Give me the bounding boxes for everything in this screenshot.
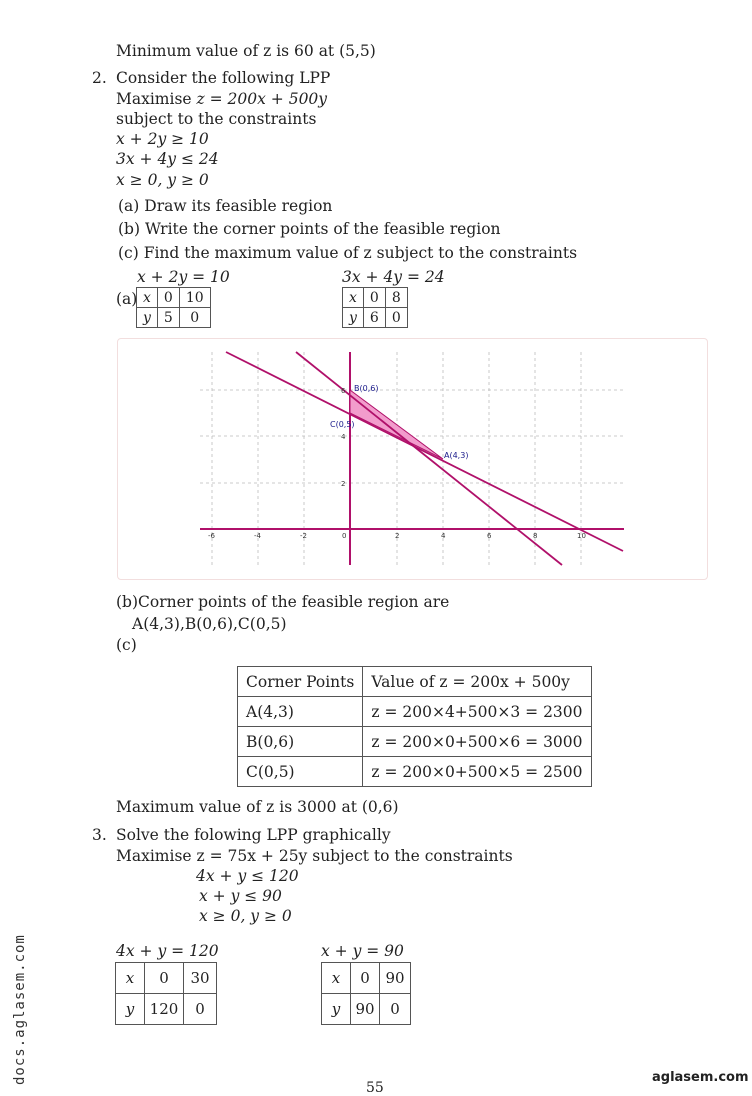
- table-cell: x: [116, 963, 145, 994]
- q3-table1-title: 4x + y = 120: [116, 942, 219, 960]
- table-header-cell: Value of z = 200x + 500y: [363, 667, 591, 697]
- table-header-row: [238, 667, 592, 697]
- table-cell: y: [343, 308, 364, 328]
- table-cell: x: [137, 288, 158, 308]
- table-cell: 8: [385, 288, 407, 308]
- table-cell: z = 200×0+500×6 = 3000: [363, 727, 591, 757]
- page-number: 55: [366, 1080, 384, 1096]
- table-cell: y: [137, 308, 158, 328]
- table-cell: 0: [179, 308, 210, 328]
- q2-conclusion: Maximum value of z is 3000 at (0,6): [116, 798, 399, 816]
- table-cell: 90: [380, 963, 411, 994]
- q2-number: 2.: [92, 69, 107, 87]
- table-cell: 5: [157, 308, 179, 328]
- table-header-cell: Corner Points: [238, 667, 363, 697]
- q3-constraint: x + y ≤ 90: [199, 887, 282, 905]
- q2-subject-line: subject to the constraints: [116, 110, 317, 128]
- q3-table2-title: x + y = 90: [321, 942, 404, 960]
- part-a-label: (a): [116, 290, 138, 308]
- feasible-region: [350, 390, 443, 459]
- table-cell: 10: [179, 288, 210, 308]
- table-cell: x: [343, 288, 364, 308]
- q3-table1: [115, 962, 217, 1025]
- corner-points-table: [237, 666, 592, 787]
- table-cell: A(4,3): [238, 697, 363, 727]
- x-tick-label: -4: [254, 532, 261, 540]
- table-cell: 0: [385, 308, 407, 328]
- q2-constraint: x + 2y ≥ 10: [116, 130, 209, 148]
- table-cell: 120: [145, 994, 184, 1025]
- point-label-b: B(0,6): [354, 384, 379, 393]
- q2-heading: Consider the following LPP: [116, 69, 331, 87]
- q3-constraint: 4x + y ≤ 120: [196, 867, 299, 885]
- table-cell: 0: [184, 994, 217, 1025]
- q2-constraint: 3x + 4y ≤ 24: [116, 150, 219, 168]
- q2-part: (c) Find the maximum value of z subject to the constraints: [118, 244, 578, 262]
- table-cell: z = 200×0+500×5 = 2500: [363, 757, 591, 787]
- q2-constraint: x ≥ 0, y ≥ 0: [116, 171, 209, 189]
- table-row: [238, 697, 592, 727]
- point-label-c: C(0,5): [330, 420, 355, 429]
- part-b-heading: (b)Corner points of the feasible region are: [116, 593, 450, 611]
- table-row: [238, 727, 592, 757]
- table-cell: 0: [157, 288, 179, 308]
- table-cell: y: [116, 994, 145, 1025]
- table-row: [116, 963, 217, 994]
- table-cell: 0: [145, 963, 184, 994]
- table-cell: 0: [363, 288, 385, 308]
- q2-table2-title: 3x + 4y = 24: [342, 268, 445, 286]
- brand-logo-text: aglasem.com: [652, 1070, 749, 1085]
- objective-function: z = 200x + 500y: [196, 90, 328, 108]
- line-x-plus-2y-10: [226, 352, 623, 551]
- line-3x-plus-4y-24: [296, 352, 562, 565]
- table-cell: x: [322, 963, 351, 994]
- table-cell: 6: [363, 308, 385, 328]
- table-row: [137, 288, 211, 308]
- maximise-label: Maximise: [116, 90, 192, 108]
- intro-line: Minimum value of z is 60 at (5,5): [116, 42, 376, 60]
- part-c-label: (c): [116, 636, 137, 654]
- table-row: [322, 963, 411, 994]
- table-cell: C(0,5): [238, 757, 363, 787]
- x-tick-label: -6: [208, 532, 215, 540]
- table-cell: B(0,6): [238, 727, 363, 757]
- y-tick-label: 6: [341, 387, 346, 395]
- x-tick-label: 10: [577, 532, 586, 540]
- table-cell: 0: [380, 994, 411, 1025]
- q3-heading: Solve the folowing LPP graphically: [116, 826, 391, 844]
- q2-part: (b) Write the corner points of the feasible region: [118, 220, 501, 238]
- x-tick-label: 8: [533, 532, 538, 540]
- table-cell: 30: [184, 963, 217, 994]
- table-cell: y: [322, 994, 351, 1025]
- x-tick-label: 2: [395, 532, 400, 540]
- y-tick-label: 4: [341, 433, 346, 441]
- q3-objective-line: Maximise z = 75x + 25y subject to the constraints: [116, 847, 513, 865]
- y-tick-label: 2: [341, 480, 346, 488]
- side-watermark: docs.aglasem.com: [12, 934, 28, 1085]
- table-row: [343, 308, 408, 328]
- x-tick-label: 0: [342, 532, 347, 540]
- q3-constraint: x ≥ 0, y ≥ 0: [199, 907, 292, 925]
- table-cell: z = 200×4+500×3 = 2300: [363, 697, 591, 727]
- table-row: [116, 994, 217, 1025]
- q2-objective: [116, 90, 327, 108]
- q3-table2: [321, 962, 411, 1025]
- feasible-region-graph: [117, 338, 708, 580]
- q2-table2: [342, 287, 408, 328]
- q3-number: 3.: [92, 826, 107, 844]
- table-row: [137, 308, 211, 328]
- x-tick-label: -2: [300, 532, 307, 540]
- part-b-points: A(4,3),B(0,6),C(0,5): [132, 615, 287, 633]
- table-row: [343, 288, 408, 308]
- table-cell: 90: [351, 994, 380, 1025]
- table-cell: 0: [351, 963, 380, 994]
- graph-svg: [118, 339, 707, 579]
- x-tick-label: 6: [487, 532, 492, 540]
- table-row: [322, 994, 411, 1025]
- q2-table1: [136, 287, 211, 328]
- q2-table1-title: x + 2y = 10: [137, 268, 230, 286]
- point-label-a: A(4,3): [444, 451, 469, 460]
- x-tick-label: 4: [441, 532, 446, 540]
- table-row: [238, 757, 592, 787]
- q2-part: (a) Draw its feasible region: [118, 197, 333, 215]
